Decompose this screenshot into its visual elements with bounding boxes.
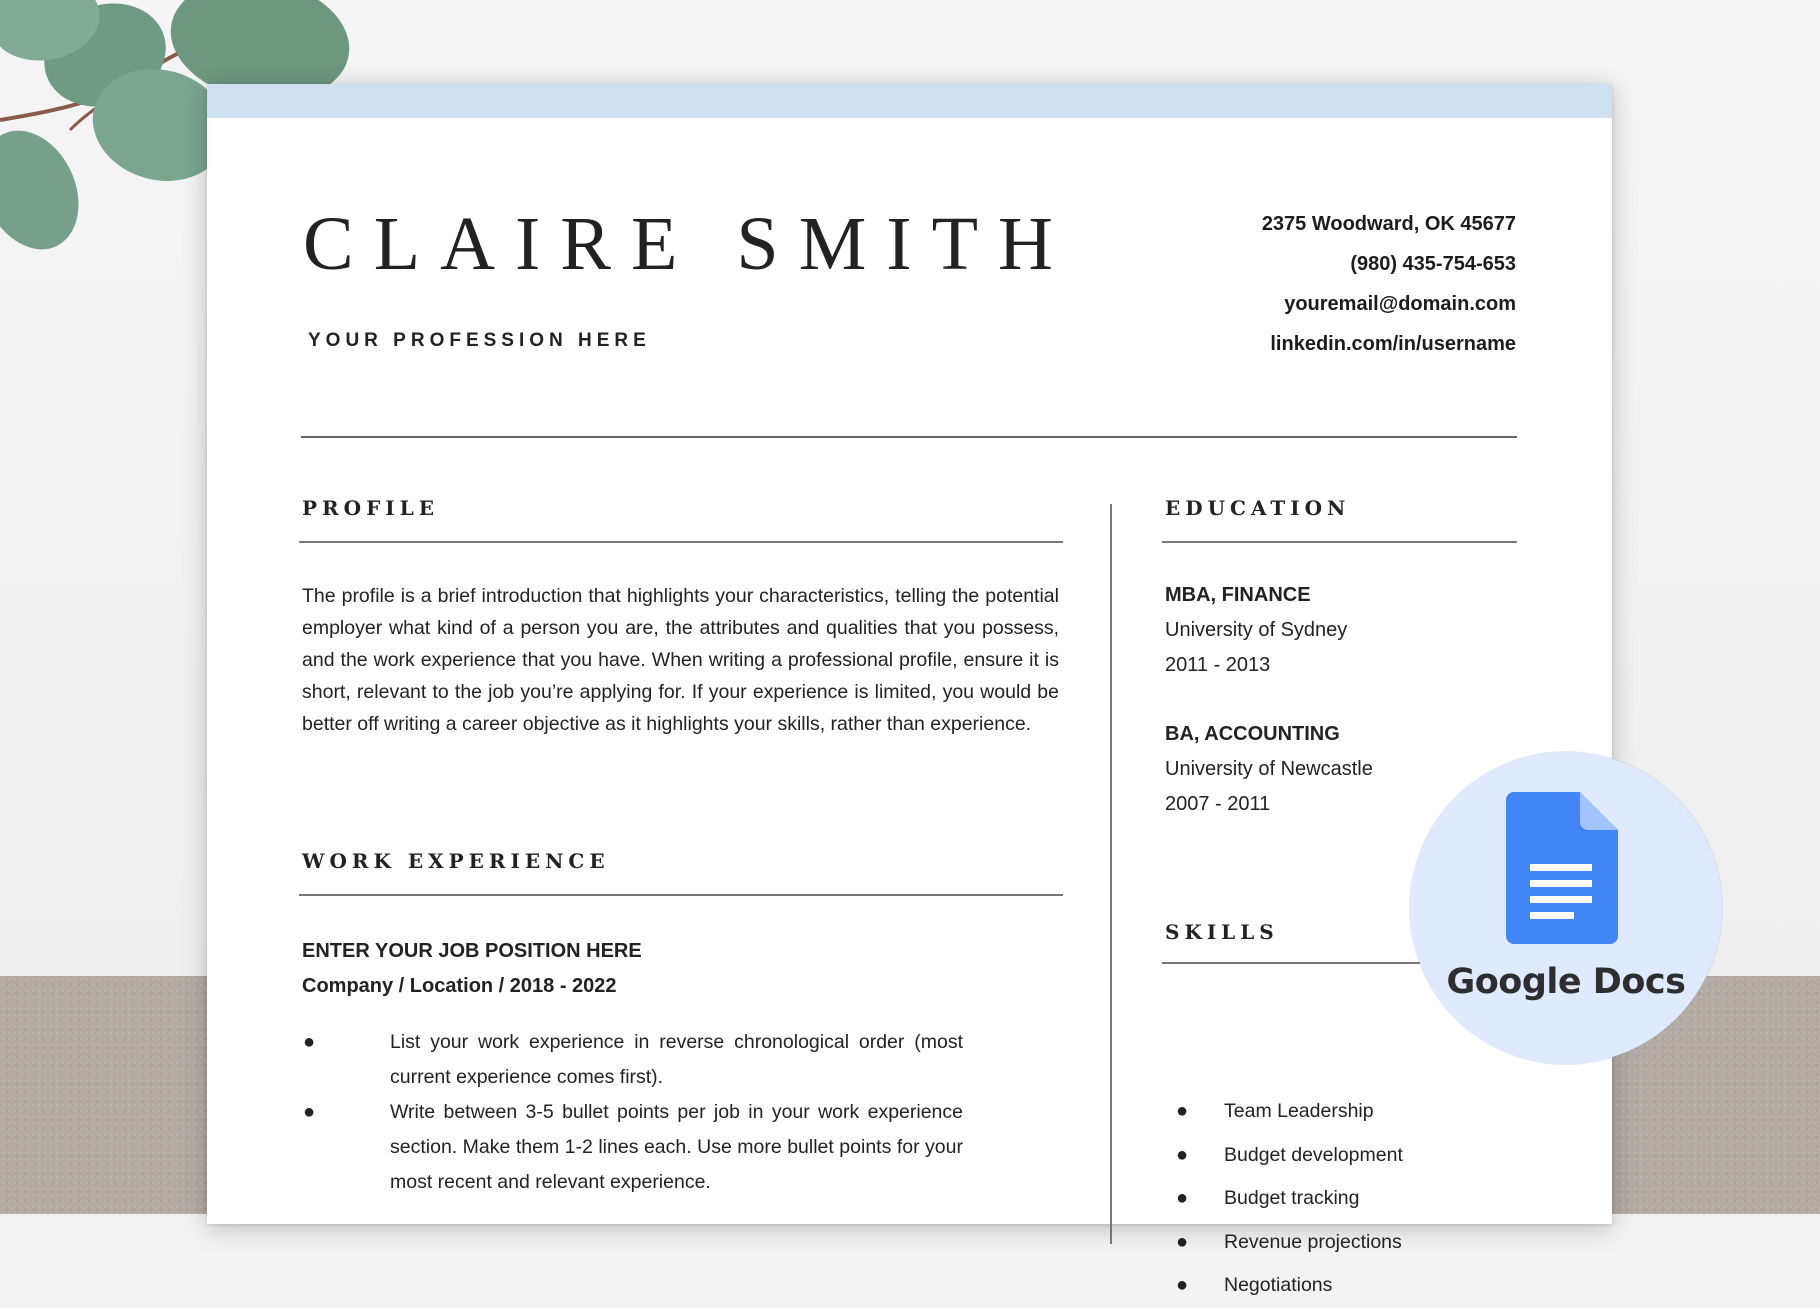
work-bullet-text: Write between 3-5 bullet points per job in your work experience section. Make them 1-2 lines each. Use more bullet points for your most recent and relevant experience.: [390, 1101, 963, 1193]
profile-text: The profile is a brief introduction that highlights your characteristics, telling the potential employer what kind of a person you are, the attributes and qualities that you possess, and the work experience that you have. When writing a professional profile, ensure it is short, relevant to the job you’re applying for. If your experience is limited, you would be better off writing a career objective as it highlights your skills, rather than experience.: [302, 585, 1059, 735]
bullet-dot: ●: [303, 1031, 316, 1053]
top-accent-band: [207, 84, 1612, 118]
education-years: 2007 - 2011: [1165, 793, 1271, 815]
contact-block: [1262, 204, 1516, 364]
profile-heading-rule: [299, 541, 1063, 543]
contact-address: 2375 Woodward, OK 45677: [1261, 213, 1516, 235]
skill-text: Team Leadership: [1224, 1100, 1374, 1122]
education-school: University of Sydney: [1165, 619, 1348, 641]
education-heading: EDUCATION: [1165, 496, 1351, 520]
education-degree: BA, ACCOUNTING: [1165, 723, 1340, 745]
job-position: ENTER YOUR JOB POSITION HERE: [302, 940, 642, 962]
list-item: [1168, 1134, 1468, 1178]
resume-name: CLAIRE SMITH: [303, 202, 1073, 286]
contact-email: youremail@domain.com: [1284, 293, 1516, 315]
header-divider: [301, 436, 1517, 438]
skills-heading: SKILLS: [1165, 920, 1279, 944]
education-school: University of Newcastle: [1165, 758, 1373, 780]
bullet-dot: ●: [303, 1101, 316, 1123]
google-docs-badge: [1410, 752, 1722, 1064]
bullet-dot: ●: [1176, 1100, 1189, 1122]
list-item: [1168, 1177, 1468, 1221]
contact-phone: (980) 435-754-653: [1350, 253, 1516, 275]
bullet-dot: ●: [1176, 1187, 1189, 1209]
profile-heading: PROFILE: [302, 496, 439, 520]
google-docs-icon: [1506, 792, 1618, 944]
education-degree: MBA, FINANCE: [1165, 584, 1311, 606]
skill-text: Budget tracking: [1224, 1187, 1360, 1209]
google-docs-label: Google Docs: [1446, 962, 1686, 1002]
list-item: [303, 1025, 963, 1095]
list-item: [1168, 1221, 1468, 1265]
resume-page: [207, 84, 1612, 1296]
column-divider: [1110, 504, 1112, 1244]
list-item: [1168, 1090, 1468, 1134]
job-company-line: Company / Location / 2018 - 2022: [302, 975, 617, 997]
education-heading-rule: [1162, 541, 1517, 543]
list-item: [1168, 1264, 1468, 1308]
education-years: 2011 - 2013: [1165, 654, 1271, 676]
contact-linkedin: linkedin.com/in/username: [1270, 333, 1516, 355]
resume-profession: YOUR PROFESSION HERE: [308, 330, 651, 351]
work-experience-heading-rule: [299, 894, 1063, 896]
skill-text: Negotiations: [1224, 1274, 1333, 1296]
work-experience-heading: WORK EXPERIENCE: [302, 849, 610, 873]
skill-text: Budget development: [1224, 1143, 1403, 1166]
skill-text: Revenue projections: [1224, 1230, 1402, 1253]
work-bullet-list: [303, 1025, 963, 1200]
work-bullet-text: List your work experience in reverse chronological order (most current experience comes first).: [390, 1031, 963, 1088]
bullet-dot: ●: [1176, 1143, 1189, 1166]
list-item: [303, 1095, 963, 1200]
bullet-dot: ●: [1176, 1274, 1189, 1296]
bullet-dot: ●: [1176, 1230, 1189, 1253]
skills-list: [1168, 1090, 1468, 1308]
